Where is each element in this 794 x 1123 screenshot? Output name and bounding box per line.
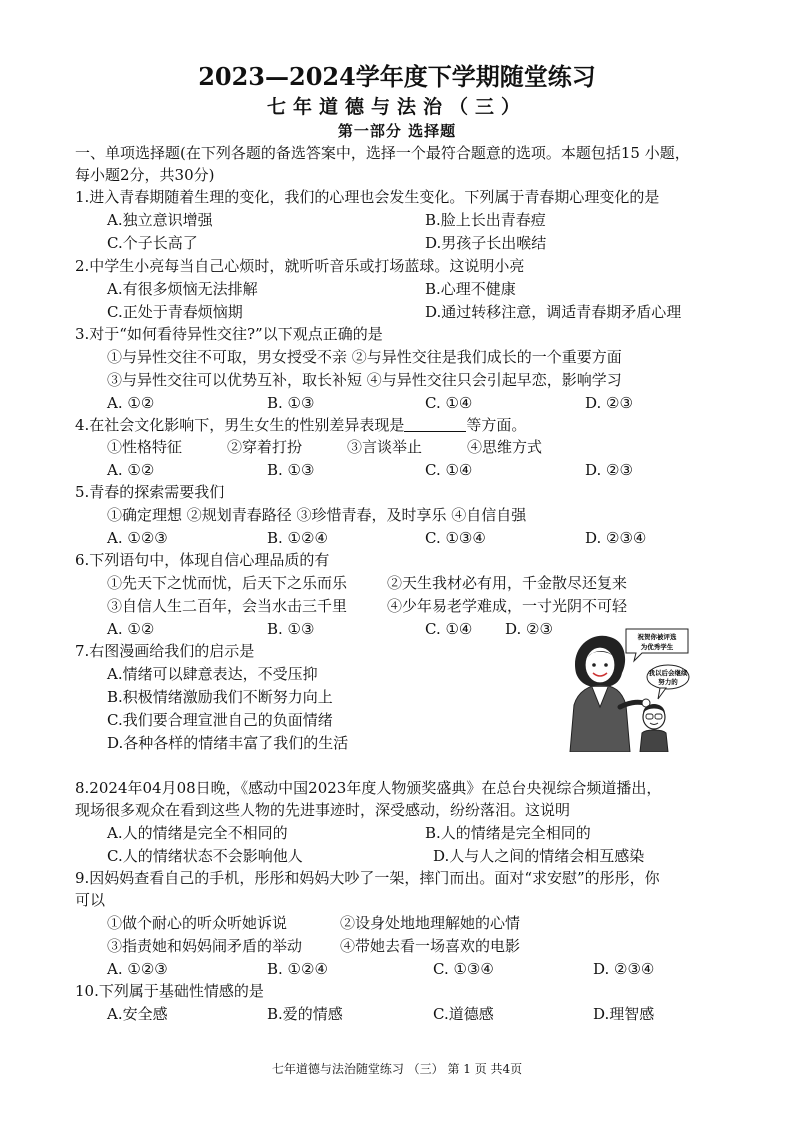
q5-option-a[interactable]: A. ①②③ [107,529,168,547]
q8-option-d[interactable]: D.人与人之间的情绪会相互感染 [433,847,645,865]
bubble-teacher-line2: 为优秀学生 [640,643,674,651]
q6-statement-2: ②天生我材必有用，千金散尽还复来 [387,574,628,592]
q1-option-a[interactable]: A.独立意识增强 [107,211,213,229]
q3-option-d[interactable]: D. ②③ [585,394,633,412]
q10-option-d[interactable]: D.理智感 [593,1005,655,1023]
q4-option-a[interactable]: A. ①② [107,461,155,479]
q5-option-d[interactable]: D. ②③④ [585,529,647,547]
q4-blank [404,417,466,432]
q7-option-d[interactable]: D.各种各样的情绪丰富了我们的生活 [107,734,349,752]
q4-option-d[interactable]: D. ②③ [585,461,633,479]
bubble-student-line1: 我以后会继续 [648,669,688,677]
q7-option-c[interactable]: C.我们要合理宣泄自己的负面情绪 [107,711,333,729]
q9-option-c[interactable]: C. ①③④ [433,960,494,978]
q8-option-a[interactable]: A.人的情绪是完全不相同的 [107,824,288,842]
q6-option-c[interactable]: C. ①④ [425,620,473,638]
q8-stem-line1: 8.2024年04月08日晚，《感动中国2023年度人物颁奖盛典》在总台央视综合频道播出， [75,779,662,797]
q2-option-b[interactable]: B.心理不健康 [425,280,516,298]
q6-statement-4: ④少年易老学难成，一寸光阴不可轻 [387,597,628,615]
q2-option-d[interactable]: D.通过转移注意，调适青春期矛盾心理 [425,303,682,321]
q3-option-b[interactable]: B. ①③ [267,394,315,412]
q8-stem-line2: 现场很多观众在看到这些人物的先进事迹时，深受感动，纷纷落泪。这说明 [75,801,571,819]
q8-option-b[interactable]: B.人的情绪是完全相同的 [425,824,591,842]
q9-statement-2: ②设身处地地理解她的心情 [340,914,521,932]
q6-statement-1: ①先天下之忧而忧，后天下之乐而乐 [107,574,348,592]
q6-statement-3: ③自信人生二百年，会当水击三千里 [107,597,348,615]
part-heading: 第一部分 选择题 [337,122,457,140]
q2-option-c[interactable]: C.正处于青春烦恼期 [107,303,243,321]
student-body [640,730,668,752]
q3-stem: 3.对于“如何看待异性交往?”以下观点正确的是 [75,325,383,343]
page-footer: 七年道德与法治随堂练习 （三） 第 1 页 共4页 [271,1062,523,1076]
q7-cartoon-image [562,627,690,752]
teacher-face [585,647,615,683]
q5-statements: ①确定理想 ②规划青春路径 ③珍惜青春，及时享乐 ④自信自强 [107,506,527,524]
q7-option-b[interactable]: B.积极情绪激励我们不断努力向上 [107,688,333,706]
q9-option-b[interactable]: B. ①②④ [267,960,328,978]
q1-option-d[interactable]: D.男孩子长出喉结 [425,234,547,252]
q4-statement-1: ①性格特征 [107,438,183,456]
q10-option-b[interactable]: B.爱的情感 [267,1005,343,1023]
q5-stem: 5.青春的探索需要我们 [75,483,225,501]
section-intro-line1: 一、单项选择题(在下列各题的备选答案中，选择一个最符合题意的选项。本题包括15 小题， [75,144,690,162]
q5-option-c[interactable]: C. ①③④ [425,529,486,547]
q4-stem-before: 4.在社会文化影响下，男生女生的性别差异表现是 [75,416,405,434]
q10-option-c[interactable]: C.道德感 [433,1005,494,1023]
q3-option-a[interactable]: A. ①② [107,394,155,412]
q10-stem: 10.下列属于基础性情感的是 [75,982,264,1000]
q4-statement-3: ③言谈举止 [347,438,423,456]
q5-option-b[interactable]: B. ①②④ [267,529,328,547]
q1-option-b[interactable]: B.脸上长出青春痘 [425,211,546,229]
q10-option-a[interactable]: A.安全感 [107,1005,168,1023]
q4-option-c[interactable]: C. ①④ [425,461,473,479]
q4-option-b[interactable]: B. ①③ [267,461,315,479]
q4-stem [75,415,526,435]
q3-statements-2: ③与异性交往可以优势互补，取长补短 ④与异性交往只会引起早恋，影响学习 [107,371,622,389]
q4-statement-4: ④思维方式 [467,438,543,456]
q4-stem-after: 等方面。 [466,416,527,434]
exam-subtitle: 七年道德与法治（三） [266,96,527,118]
q6-option-a[interactable]: A. ①② [107,620,155,638]
section-intro-line2: 每小题2分，共30分) [75,166,215,184]
q9-statement-3: ③指责她和妈妈闹矛盾的举动 [107,937,303,955]
q7-option-a[interactable]: A.情绪可以肆意表达，不受压抑 [107,665,318,683]
q9-stem-line1: 9.因妈妈查看自己的手机，彤彤和妈妈大吵了一架，摔门而出。面对“求安慰”的彤彤，你 [75,869,660,887]
q8-option-c[interactable]: C.人的情绪状态不会影响他人 [107,847,303,865]
q9-statement-4: ④带她去看一场喜欢的电影 [340,937,521,955]
teacher-arm [620,702,644,707]
q3-option-c[interactable]: C. ①④ [425,394,473,412]
q6-option-d[interactable]: D. ②③ [505,620,553,638]
bubble-teacher-line1: 祝贺你被评选 [637,633,677,641]
q6-option-b[interactable]: B. ①③ [267,620,315,638]
q6-stem: 6.下列语句中，体现自信心理品质的有 [75,551,330,569]
q9-stem-line2: 可以 [75,891,106,909]
q7-stem: 7.右图漫画给我们的启示是 [75,642,255,660]
q4-statement-2: ②穿着打扮 [227,438,303,456]
bubble-student-line2: 努力的 [658,678,678,686]
q3-statements-1: ①与异性交往不可取，男女授受不亲 ②与异性交往是我们成长的一个重要方面 [107,348,622,366]
exam-title: 2023—2024学年度下学期随堂练习 [198,62,596,91]
q9-option-d[interactable]: D. ②③④ [593,960,655,978]
q2-option-a[interactable]: A.有很多烦恼无法排解 [107,280,258,298]
q9-statement-1: ①做个耐心的听众听她诉说 [107,914,288,932]
q1-stem: 1.进入青春期随着生理的变化，我们的心理也会发生变化。下列属于青春期心理变化的是 [75,188,660,206]
q2-stem: 2.中学生小亮每当自己心烦时，就听听音乐或打场蓝球。这说明小亮 [75,257,525,275]
q1-option-c[interactable]: C.个子长高了 [107,234,198,252]
q9-option-a[interactable]: A. ①②③ [107,960,168,978]
